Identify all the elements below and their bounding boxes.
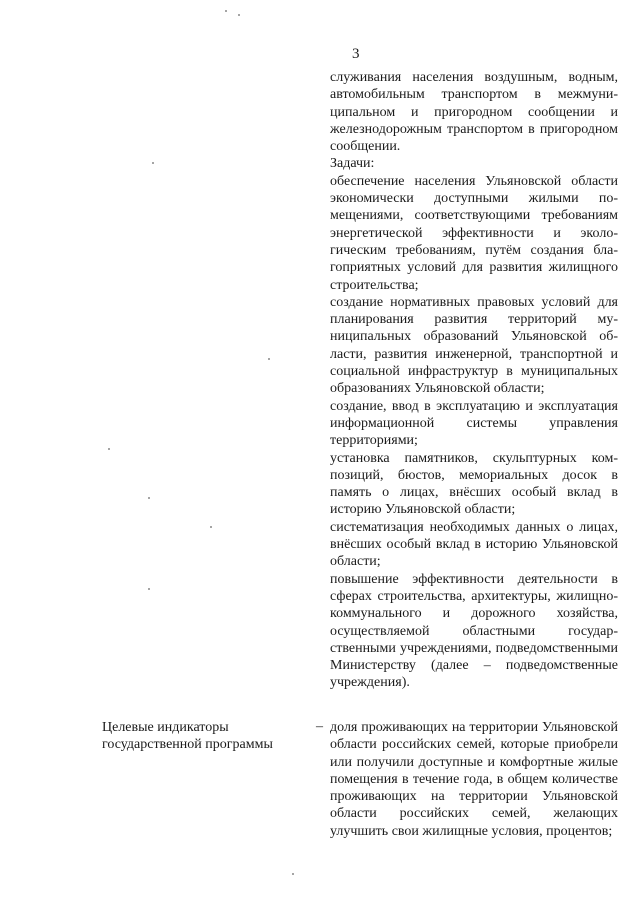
scan-speck bbox=[152, 162, 154, 164]
indicators-label-line: государственной программы bbox=[102, 737, 273, 753]
indicators-block bbox=[330, 719, 618, 840]
page-number: 3 bbox=[352, 46, 360, 62]
task-item: обеспечение населения Ульяновской области экономически доступными жилыми помещениями, соответствующими требованиям энергетической эффективности и экологическим требованиям, путём создания благоприятных условий для развития жилищного строительства; bbox=[330, 173, 618, 293]
task-item: повышение эффективности деятельности в сферах строительства, архитектуры, жилищно-коммунального и дорожного хозяйства, осуществляемой областными государственными учреждениями, подведомственными Министерству (далее – подведомственные учреждения). bbox=[330, 571, 618, 691]
goal-text-continuation: служивания населения воздушным, водным, автомобильным транспортом в межмуниципальном и пригородном сообщении и железнодорожным транспортом в пригородном сообщении. bbox=[330, 70, 618, 155]
row-separator-dash: – bbox=[316, 719, 323, 734]
scan-speck bbox=[108, 448, 110, 450]
task-item: создание нормативных правовых условий для планирования развития территорий муниципальных образований Ульяновской области, развития инженерной, транспортной и социальной инфраструктур в муниципальных образованиях Ульяновской области; bbox=[330, 294, 618, 397]
task-item: систематизация необходимых данных о лицах, внёсших особый вклад в историю Ульяновской области; bbox=[330, 519, 618, 570]
indicators-label bbox=[102, 719, 312, 754]
indicator-item: доля проживающих на территории Ульяновской области российских семей, которые приобрели или получили доступные и комфортные жилые помещения в течение года, в общем количестве проживающих на территории Ульяновской области российских семей, желающих улучшить свои жилищные условия, процентов; bbox=[330, 720, 618, 839]
tasks-heading: Задачи: bbox=[330, 156, 375, 172]
scan-speck bbox=[238, 14, 240, 16]
scan-speck bbox=[148, 497, 150, 499]
scan-speck bbox=[292, 873, 294, 875]
indicators-label-line: Целевые индикаторы bbox=[102, 720, 229, 735]
scan-speck bbox=[225, 10, 227, 12]
goals-and-tasks-block bbox=[330, 69, 618, 692]
task-item: установка памятников, скульптурных композиций, бюстов, мемориальных досок в память о лицах, внёсших особый вклад в историю Ульяновской области; bbox=[330, 450, 618, 518]
scan-speck bbox=[148, 588, 150, 590]
task-item: создание, ввод в эксплуатацию и эксплуатация информационной системы управления территориями; bbox=[330, 398, 618, 449]
scan-speck bbox=[210, 526, 212, 528]
scan-speck bbox=[268, 358, 270, 360]
